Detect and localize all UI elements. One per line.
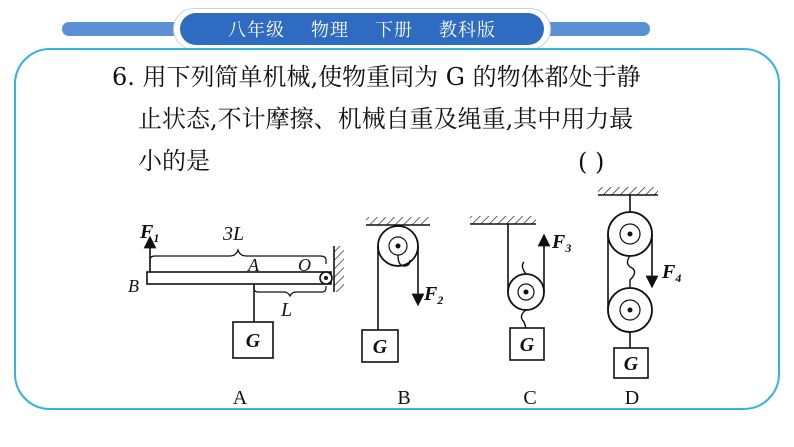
label-3l: 3L xyxy=(223,223,245,245)
brace-l xyxy=(254,286,326,296)
caption-b: B xyxy=(397,387,411,409)
label-weight-a: G xyxy=(245,330,261,352)
label-f2: $F_2$ xyxy=(424,283,444,307)
label-f1: $F_1$ xyxy=(140,221,160,245)
label-f4: $F_4$ xyxy=(662,261,682,285)
label-point-a: A xyxy=(248,255,259,275)
header-grade: 八年级 xyxy=(228,20,285,41)
answer-blank: ( ) xyxy=(578,148,605,176)
question-line-3: 小的是 xyxy=(138,147,210,175)
label-weight-d: G xyxy=(623,353,639,375)
caption-c: C xyxy=(523,387,537,409)
figure-d xyxy=(598,187,658,378)
question-number: 6. xyxy=(112,63,135,91)
label-weight-c: G xyxy=(519,334,535,356)
label-f3: $F_3$ xyxy=(552,231,572,255)
question-text-1: 用下列简单机械,使物重同为 G 的物体都处于静 xyxy=(142,63,641,91)
question-line-2: 止状态,不计摩擦、机械自重及绳重,其中用力最 xyxy=(138,105,634,133)
caption-d: D xyxy=(624,387,640,409)
caption-a: A xyxy=(232,387,248,409)
label-point-o: O xyxy=(298,255,311,275)
label-point-b: B xyxy=(128,276,139,296)
wall-hatch xyxy=(334,246,344,292)
header-subject: 物理 xyxy=(311,20,349,41)
label-weight-b: G xyxy=(372,336,388,358)
header-volume: 下册 xyxy=(375,20,413,41)
header-edition: 教科版 xyxy=(439,20,496,41)
label-l: L xyxy=(281,299,293,321)
